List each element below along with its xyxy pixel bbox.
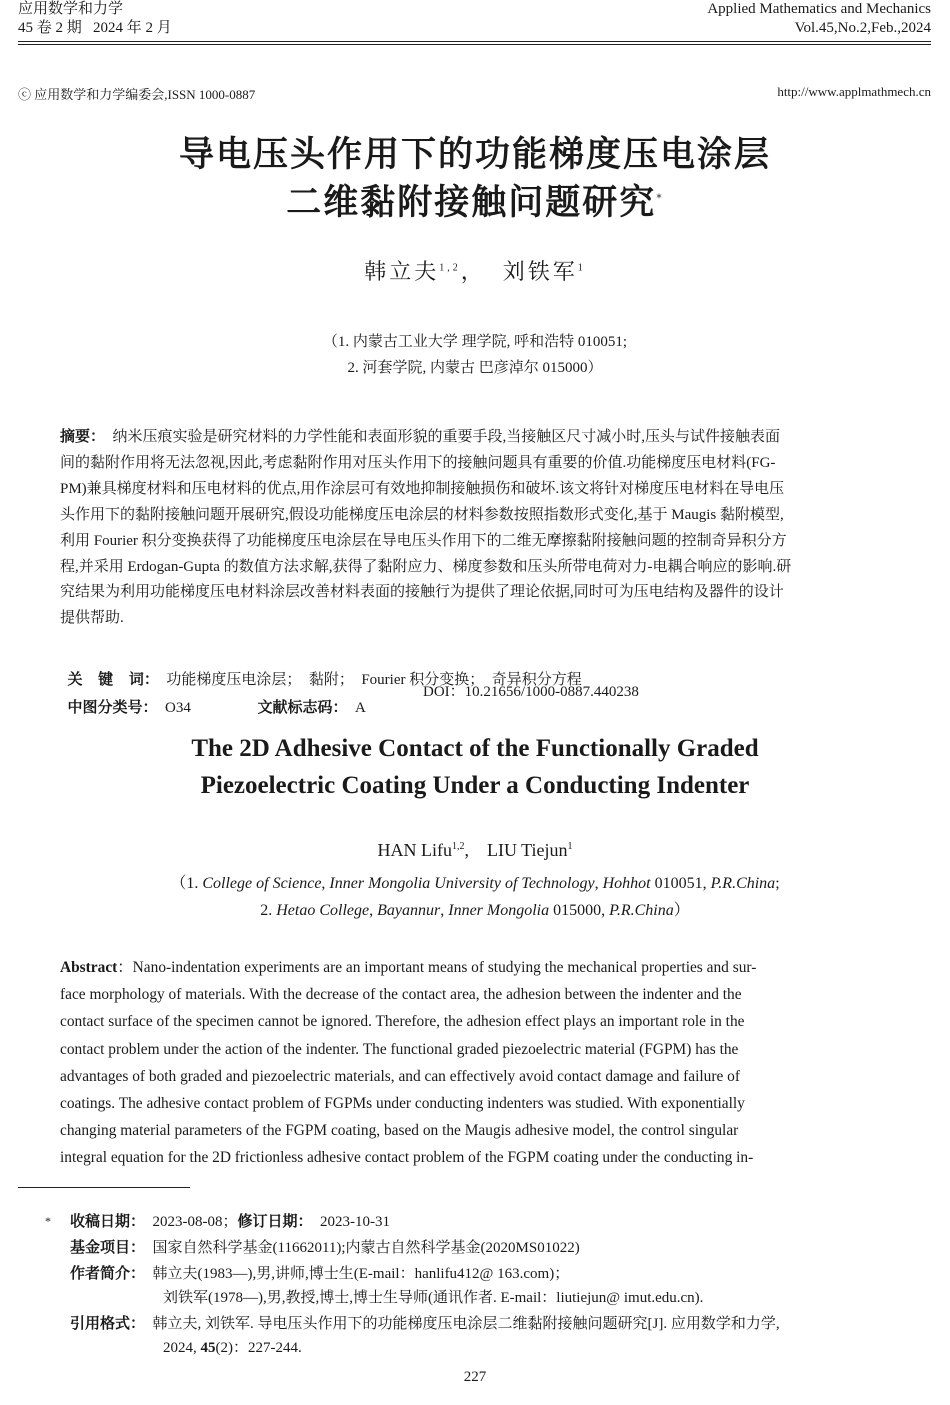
cn-author-1-affil: 1,2 bbox=[439, 262, 461, 274]
clc-label: 中图分类号： bbox=[67, 698, 158, 716]
title-footnote-mark: * bbox=[656, 191, 664, 205]
doccode-value: A bbox=[355, 700, 366, 716]
footnote-fund: 基金项目： 国家自然科学基金(11662011);内蒙古自然科学基金(2020MS01022) bbox=[70, 1238, 580, 1256]
en-abstract-label: Abstract bbox=[60, 959, 118, 976]
cn-affiliation-1: （1. 内蒙古工业大学 理学院, 呼和浩特 010051; bbox=[322, 334, 628, 350]
en-affiliation-1: （1. College of Science, Inner Mongolia University of Technology, Hohhot 010051, P.R.China; bbox=[170, 875, 780, 892]
header-rule-bottom bbox=[18, 44, 931, 45]
footnote-rule bbox=[18, 1187, 190, 1188]
footnote-citation-2: 2024, 45(2)：227-244. bbox=[163, 1340, 302, 1356]
header-rule-top bbox=[18, 41, 931, 42]
cn-author-2-affil: 1 bbox=[577, 262, 586, 274]
cn-authors: 韩立夫$^{1,2}$， 刘铁军$^1$ bbox=[364, 259, 586, 284]
en-title-line1: The 2D Adhesive Contact of the Functionally Graded bbox=[191, 735, 759, 762]
doccode-row bbox=[250, 679, 366, 717]
clc-value: O34 bbox=[165, 700, 191, 716]
footnote-bio-2: 刘铁军(1978—),男,教授,博士,博士生导师(通讯作者. E-mail：liutiejun@ imut.edu.cn). bbox=[163, 1290, 704, 1306]
footnote-dates: 收稿日期： 2023-08-08；修订日期： 2023-10-31 bbox=[70, 1212, 391, 1230]
doccode-label: 文献标志码： bbox=[257, 698, 348, 716]
header-journal-en: Applied Mathematics and Mechanics bbox=[707, 1, 931, 17]
en-title-line2: Piezoelectric Coating Under a Conducting Indenter bbox=[200, 772, 750, 799]
keywords-list: 功能梯度压电涂层； 黏附； Fourier 积分变换； 奇异积分方程 bbox=[166, 672, 582, 688]
cn-abstract-label: 摘要： bbox=[60, 427, 106, 445]
en-author-2-affil: 1 bbox=[567, 841, 573, 852]
received-date: 2023-08-08； bbox=[152, 1214, 238, 1230]
en-abstract: Abstract：Nano-indentation experiments are an important means of studying the mechanical properties and sur- face morphology of materials. With the decrease of the contact area, the adhesion between the indenter and the contact surface of the specimen cannot be ignored. Therefore, the adhesion effect plays an important role in the contact problem under the action of the indenter. The functional graded piezoelectric material (FGPM) has the advantages of both graded and piezoelectric materials, and can effectively avoid contact damage and failure of coatings. The adhesive contact problem of FGPMs under conducting indenters was studied. With exponentially changing material parameters of the FGPM coating, based on the Maugis adhesive model, the control singular integral equation for the 2D frictionless adhesive contact problem of the FGPM coating under the conducting in- bbox=[60, 959, 757, 1167]
en-authors: HAN Lifu$^{1,2}$, LIU Tiejun$^1$ bbox=[377, 840, 573, 860]
header-issue-en: Vol.45,No.2,Feb.,2024 bbox=[794, 20, 931, 36]
en-author-2: LIU Tiejun bbox=[486, 840, 568, 860]
cn-author-2: 刘铁军 bbox=[502, 259, 578, 284]
revised-date: 2023-10-31 bbox=[320, 1214, 391, 1230]
cn-title-line2: 二维黏附接触问题研究* bbox=[286, 183, 664, 223]
footnote-citation: 引用格式： 韩立夫, 刘铁军. 导电压头作用下的功能梯度压电涂层二维黏附接触问题研究[J]. 应用数学和力学, bbox=[70, 1314, 780, 1332]
page-number: 227 bbox=[463, 1369, 487, 1385]
cn-abstract: 摘要： 纳米压痕实验是研究材料的力学性能和表面形貌的重要手段,当接触区尺寸减小时,压头与试件接触表面 间的黏附作用将无法忽视,因此,考虑黏附作用对压头作用下的接触问题具有重要的价值.功能梯度压电材料(FG- PM)兼具梯度材料和压电材料的优点,用作涂层可有效地抑制接触损伤和破坏.该文将针对梯度压电材料在导电压 头作用下的黏附接触问题开展研究,假设功能梯度压电涂层的材料参数按照指数形式变化,基于 Maugis 黏附模型, 利用 Fourier 积分变换获得了功能梯度压电涂层在导电压头作用下的二维无摩擦黏附接触问题的控制奇异积分方 程,并采用 Erdogan-Gupta 的数值方法求解,获得了黏附应力、梯度参数和压头所带电荷对力-电耦合响应的影响.研 究结果为利用功能梯度压电材料涂层改善材料表面的接触行为提供了理论依据,同时可为压电结构及器件的设计 提供帮助. bbox=[60, 427, 792, 627]
keywords-label: 关 键 词： bbox=[67, 670, 159, 688]
copyright-notice: ⓒ 应用数学和力学编委会,ISSN 1000-0887 bbox=[18, 87, 256, 102]
en-affiliation-2: 2. Hetao College, Bayannur, Inner Mongolia 015000, P.R.China） bbox=[260, 902, 690, 919]
footnote-star: * bbox=[45, 1214, 51, 1228]
en-author-1-affil: 1,2 bbox=[451, 841, 465, 852]
classification-row bbox=[60, 679, 191, 717]
doi: DOI：10.21656/1000-0887.440238 bbox=[423, 684, 639, 700]
cn-author-1: 韩立夫 bbox=[364, 259, 440, 284]
header-issue-cn: 45 卷 2 期 2024 年 2 月 bbox=[18, 20, 172, 36]
en-author-1: HAN Lifu bbox=[377, 840, 452, 860]
journal-url: http://www.applmathmech.cn bbox=[777, 84, 931, 99]
footnote-bio: 作者简介： 韩立夫(1983—),男,讲师,博士生(E-mail：hanlifu412@ 163.com)； bbox=[70, 1264, 570, 1282]
header-journal-cn: 应用数学和力学 bbox=[18, 1, 124, 17]
cn-affiliation-2: 2. 河套学院, 内蒙古 巴彦淖尔 015000） bbox=[347, 360, 603, 376]
cn-title-line1: 导电压头作用下的功能梯度压电涂层 bbox=[178, 135, 771, 175]
